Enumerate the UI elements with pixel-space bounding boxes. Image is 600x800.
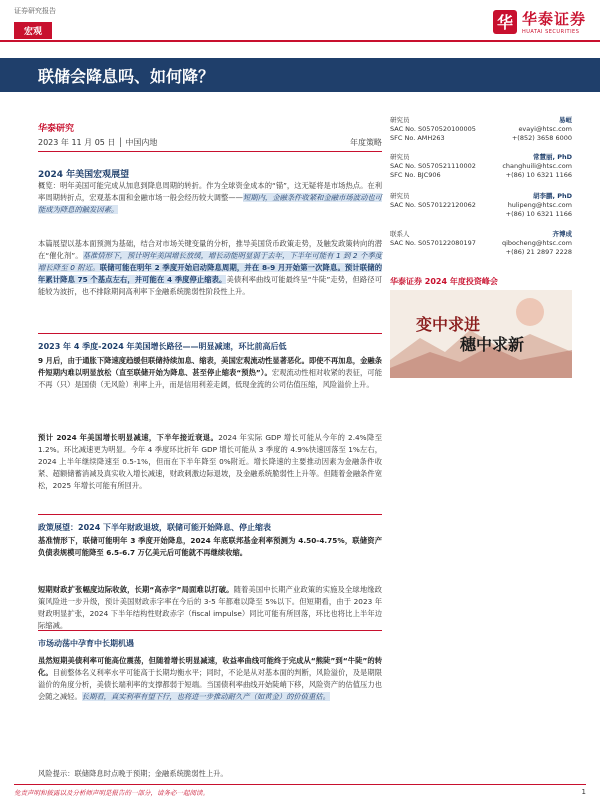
policy-paragraph: 基准情形下，联储可能明年 3 季度开始降息，2024 年底联邦基金利率预测为 4.50-4.75%，联储资产负债表规模可能降至 6.5-6.7 万亿美元后可能就不再继续收缩。 (38, 536, 382, 557)
fiscal-paragraph: 短期财政扩张幅度边际收敛，长期“高赤字”局面难以打破。随着美国中长期产业政策的实施及全球地缘政策风险进一步升级，预计美国财政赤字率在今后的 3-5 年都难以降至 5%以下。但短期看，由于 2023 年财政明显扩张，2024 下半年结构性财政赤字（fiscal impulse）同比可能有所回落，环比也将比上半年边际缩减。 (38, 585, 382, 630)
huatai-logo-icon: 华 (493, 10, 517, 34)
page-number: 1 (581, 788, 586, 796)
summit-illustration-icon (390, 290, 572, 378)
report-date: 2023 年 11 月 05 日 │ 中国内地 (38, 138, 158, 147)
svg-text:变中求进: 变中求进 (416, 315, 481, 334)
section-heading-box: 市场动荡中孕育中长期机遇 (38, 630, 382, 645)
footer-divider (14, 784, 586, 785)
analyst-block: 研究员 常慧丽, PhD SAC No. S0570521110002 changhuili@htsc.com SFC No. BJC906 +(86) 10 6321 1166 (390, 153, 572, 179)
document-type: 年度策略 (350, 138, 382, 147)
analyst-block: 研究员 易峘 SAC No. S0570520100005 evayi@htsc.com SFC No. AMH263 +(852) 3658 6000 (390, 116, 572, 142)
market-paragraph: 虽然短期美债利率可能高位震荡，但随着增长明显减速，收益率曲线可能终于完成从“熊陡”到“牛陡”的转化。目前整体名义利率水平可能高于长期均衡水平；同时，不论是从对基本面的判断，风险溢价，及是期限溢价的角度分析，美债长端利率的支撑都弱于短端。当国债利率曲线开始陡峭下移，风险资产的估值压力也会随之减轻。长期看，真实利率有望下行，也将进一步推动耐久产（如黄金）的价值重估。 (38, 656, 382, 701)
section-tab: 宏观 (14, 22, 52, 39)
page-title: 联储会降息吗、如何降？ (38, 67, 215, 86)
section-heading-box: 2023 年 4 季度-2024 年美国增长路径——明显减速，环比前高后低 (38, 333, 382, 348)
summit-title: 华泰证券 2024 年度投资峰会 (390, 277, 498, 286)
svg-text:穗中求新: 穗中求新 (460, 335, 525, 354)
analyst-block: 联系人 齐博成 SAC No. S0570122080197 qibocheng@htsc.com +(86) 21 2897 2228 (390, 230, 572, 256)
header-divider (0, 40, 600, 42)
title-divider (38, 151, 382, 152)
overview-paragraph: 概览：明年美国可能完成从加息到降息周期的转折。作为全球资金成本的“锚”，这无疑将是市场热点。在利率周期转折点，宏观基本面和金融市场一般会经历较大调整——短期内，金融条件收紧和金融市场波动也可能成为降息的触发因素。 (38, 181, 383, 214)
logo-text-en: HUATAI SECURITIES (521, 29, 580, 35)
summit-banner-image (390, 290, 572, 378)
logo-text-cn: 华泰证券 (521, 10, 586, 28)
report-type-label: 证券研究报告 (14, 7, 56, 15)
risk-warning: 风险提示：联储降息时点晚于预期；金融系统脆弱性上升。 (38, 769, 228, 778)
growth-paragraph: 预计 2024 年美国增长明显减速，下半年接近衰退。2024 年实际 GDP 增长可能从今年的 2.4%降至 1.2%。环比减速更为明显。今年 4 季度环比折年 GDP 增长可能从 3 季度的 4.9%快速回落至 1%左右，2024 上半年继续降速至 0.5-1%，但而在下半年降至 0%附近。增长降速的主要推动因素为金融条件收紧、超额储蓄消减及真实收入增长减速，财政刺激边际退坡，及金融系统脆弱性上升等。但随着金融条件宽松，2025 年增长可能有所回升。 (38, 433, 383, 490)
analyst-block: 研究员 胡李鹏, PhD SAC No. S0570122120062 hulipeng@htsc.com +(86) 10 6321 1166 (390, 192, 572, 218)
research-brand: 华泰研究 (38, 124, 75, 134)
section-heading-box: 政策展望：2024 下半年财政退坡，联储可能开始降息、停止缩表 (38, 514, 382, 529)
footer-disclaimer: 免责声明和披露以及分析师声明是报告的一部分，请务必一起阅读。 (14, 789, 209, 797)
section-heading: 2024 年美国宏观展望 (38, 170, 130, 180)
company-logo (493, 8, 586, 35)
liquidity-paragraph: 9 月后，由于通胀下降速度趋缓但联储持续加息、缩表，美国宏观流动性显著恶化。即使不再加息，金融条件短期内难以明显放松（直至联储开始为降息、甚至停止缩表“预热”）。宏观流动性相对收紧的表征，可能不再（只）是国债（无风险）利率上升，而是信用利差走阔，低现金流的公司估值压缩，风险溢价上升。 (38, 356, 382, 389)
outlook-paragraph: 本篇展望以基本面预测为基础，结合对市场关键变量的分析，推导美国货币政策走势，及触发政策转向的潜在“催化剂”。基准情形下，预计明年美国增长放缓，增长动能明显弱于去年，下半年可能有 1 到 2 个季度增长降至 0 附近。联储可能在明年 2 季度开始启动降息周期，并在 8-9 月开始第一次降息。预计联储的年累计降息 75 个基点左右，并可能在 4 季度停止缩表。美债利率曲线可能最终呈“牛陡”走势，但路径可能较为波折，也不排除期间高利率下金融系统脆弱性阶段性上升。 (38, 239, 383, 296)
